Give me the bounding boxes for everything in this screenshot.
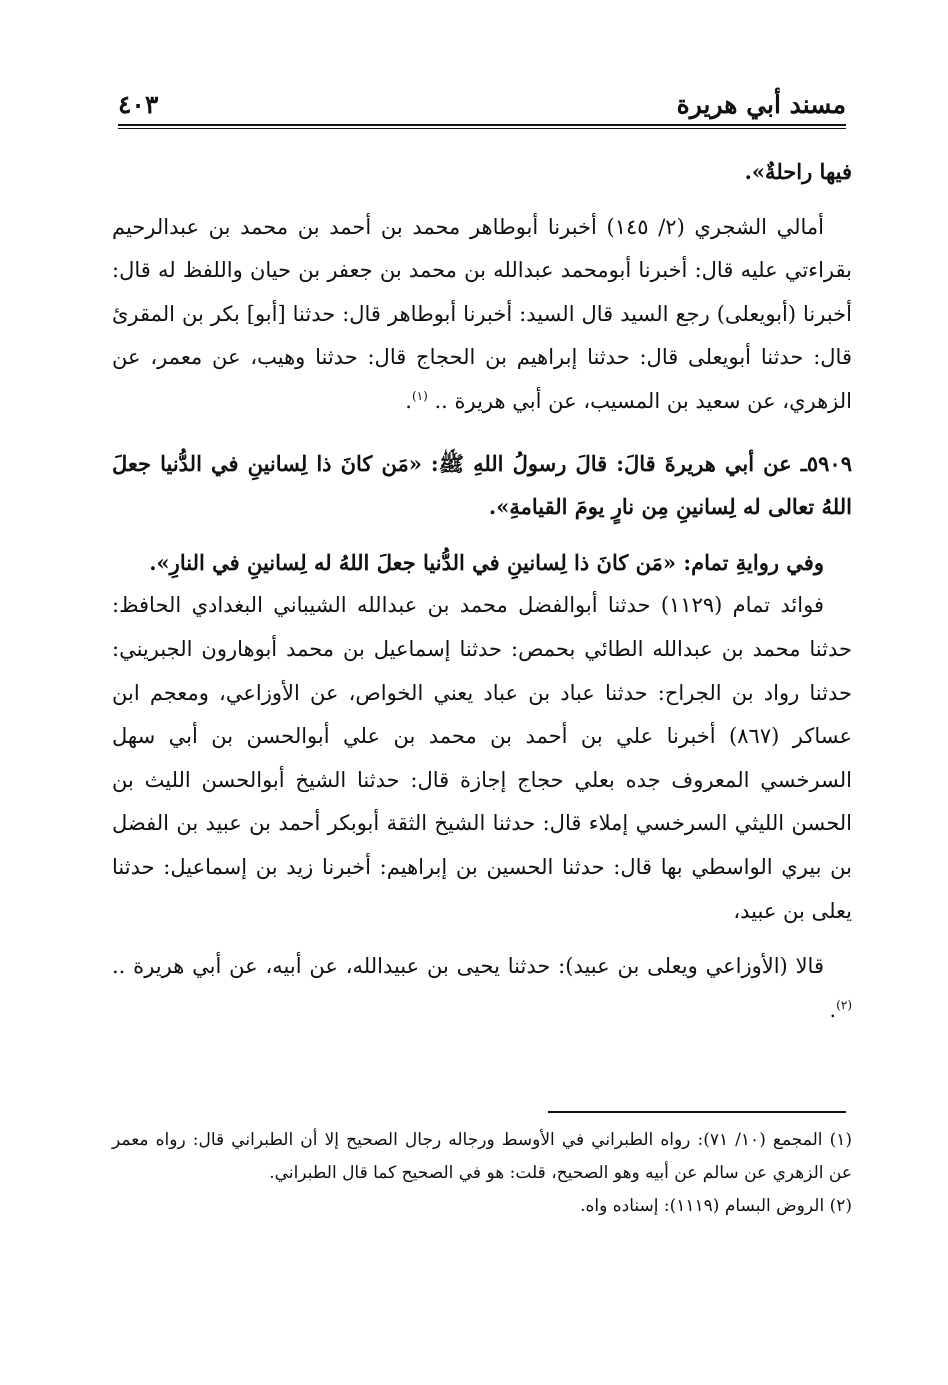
footnote-ref-2: (٢) (836, 997, 852, 1012)
paragraph-isnad-shajari: أمالي الشجري (٢/ ١٤٥) أخبرنا أبوطاهر محمد بن أحمد بن محمد بن عبدالرحيم بقراءتي عليه قال: أخبرنا أبومحمد عبدالله بن محمد بن جعفر بن حيان واللفظ له قال: أخبرنا (أبويعلى) رجع السيد قال السيد: أخبرنا أبوطاهر قال: حدثنا [أبو] بكر بن المقرئ قال: حدثنا أبويعلى قال: حدثنا إبراهيم بن الحجاج قال: حدثنا وهيب، عن معمر، عن الزهري، عن سعيد بن المسيب، عن أبي هريرة .. $^{(١)}$. (112, 214, 852, 413)
paragraph-hadith-5909: ٥٩٠٩ـ عن أبي هريرةَ قالَ: قالَ رسولُ اللهِ ﷺ: «مَن كانَ ذا لِسانينِ في الدُّنيا جعلَ اللهُ تعالى له لِسانينِ مِن نارٍ يومَ القيامةِ». (112, 450, 852, 520)
paragraph-tammam-narration: وفي روايةِ تمام: «مَن كانَ ذا لِسانينِ في الدُّنيا جعلَ اللهُ له لِسانينِ في النارِ». (149, 549, 824, 575)
main-text (112, 150, 852, 1032)
footnotes (112, 1124, 852, 1223)
paragraph-isnad-conclusion-text: قالا (الأوزاعي ويعلى بن عبيد): حدثنا يحيى بن عبيدالله، عن أبيه، عن أبي هريرة .. (112, 954, 824, 979)
paragraph-isnad-shajari-text: أمالي الشجري (٢/ ١٤٥) أخبرنا أبوطاهر محمد بن أحمد بن محمد بن عبدالرحيم بقراءتي عليه قال: أخبرنا أبومحمد عبدالله بن محمد بن جعفر بن حيان واللفظ له قال: أخبرنا (أبويعلى) رجع السيد قال السيد: أخبرنا أبوطاهر قال: حدثنا [أبو] بكر بن المقرئ قال: حدثنا أبويعلى قال: حدثنا إبراهيم بن الحجاج قال: حدثنا وهيب، عن معمر، عن الزهري، عن سعيد بن المسيب، عن أبي هريرة .. (112, 214, 852, 413)
paragraph-isnad-tammam: فوائد تمام (١١٢٩) حدثنا أبوالفضل محمد بن عبدالله الشيباني البغدادي الحافظ: حدثنا محمد بن عبدالله الطائي بحمص: حدثنا إسماعيل بن محمد أبوهارون الجبريني: حدثنا رواد بن الجراح: حدثنا عباد بن عباد يعني الخواص، عن الأوزاعي، ومعجم ابن عساكر (٨٦٧) أخبرنا علي بن أحمد بن محمد بن علي أبوالحسن بن أبي سهل السرخسي المعروف جده بعلي حجاج إجازة قال: حدثنا الشيخ أبوالحسن الليث بن الحسن الليثي السرخسي إملاء قال: حدثنا الشيخ الثقة أبوبكر أحمد بن عبيد بن الفضل بن بيري الواسطي بها قال: حدثنا الحسين بن إبراهيم: أخبرنا زيد بن إسماعيل: حدثنا يعلى بن عبيد، (112, 593, 853, 923)
paragraph-hadith-end: فيها راحلةٌ». (744, 159, 852, 184)
header-title: مسند أبي هريرة (676, 90, 846, 119)
header-rule-thin (118, 128, 846, 129)
footnote-2: (٢) الروض البسام (١١١٩): إسناده واه. (580, 1196, 852, 1216)
page-number: ٤٠٣ (118, 90, 159, 119)
running-header (118, 88, 846, 122)
footnote-separator (548, 1111, 846, 1113)
paragraph-isnad-conclusion: قالا (الأوزاعي ويعلى بن عبيد): حدثنا يحيى بن عبيدالله، عن أبيه، عن أبي هريرة .. $^{(٢)}$. (112, 954, 852, 1022)
header-rule-thick (118, 124, 846, 126)
footnote-ref-1: (١) (411, 388, 428, 403)
footnote-1: (١) المجمع (١٠/ ٧١): رواه الطبراني في الأوسط ورجاله رجال الصحيح إلا أن الطبراني قال: رواه معمر عن الزهري عن سالم عن أبيه وهو الصحيح، قلت: هو في الصحيح كما قال الطبراني. (112, 1130, 852, 1183)
